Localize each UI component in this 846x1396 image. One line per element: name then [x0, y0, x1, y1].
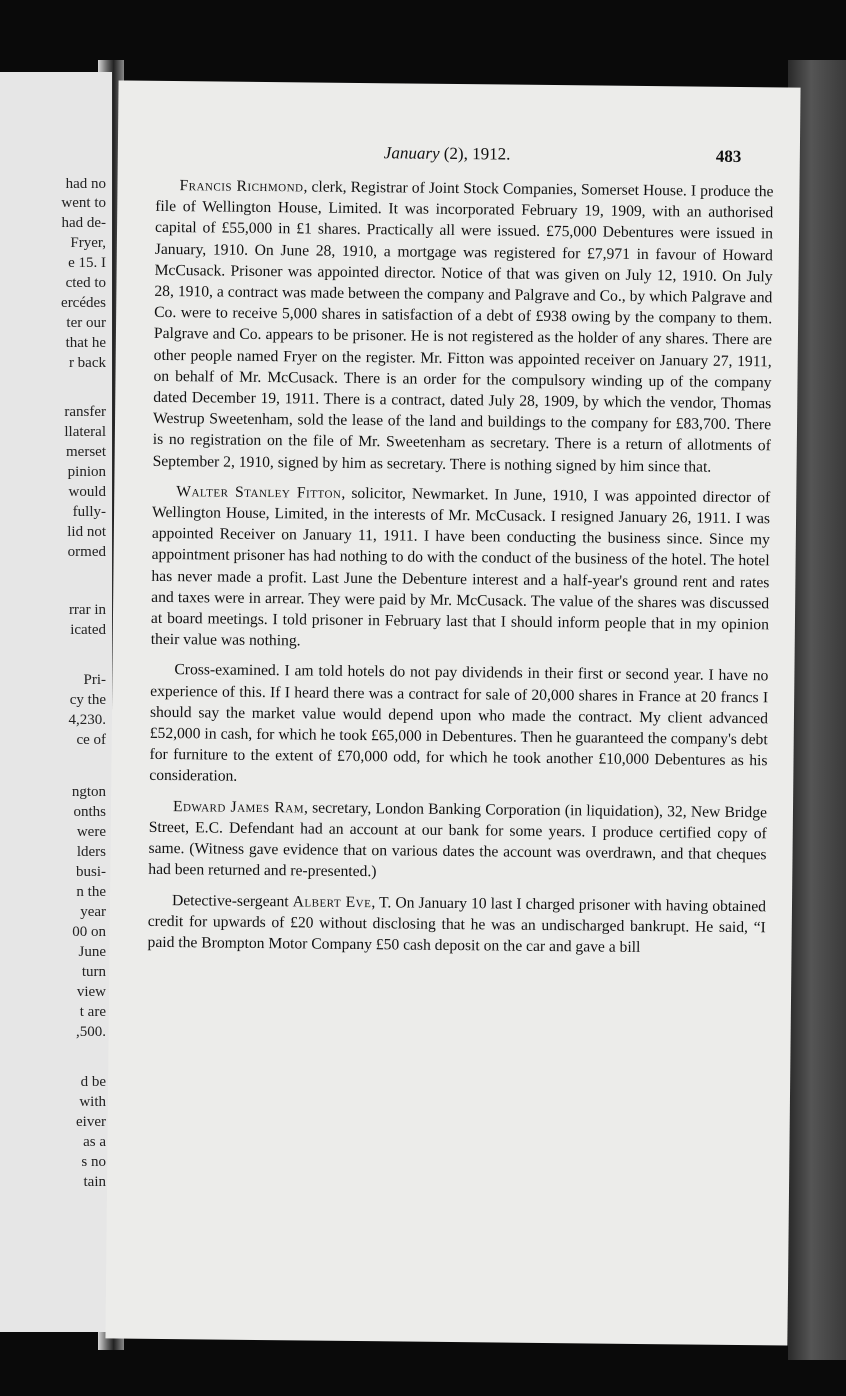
- left-page-fragment: June: [78, 944, 106, 960]
- left-page-fragment: year: [80, 904, 106, 920]
- left-page-fragment: had de-: [61, 215, 106, 231]
- left-page-fragment: busi-: [76, 864, 106, 880]
- left-page-fragment: that he: [65, 335, 106, 351]
- left-page-fragment: s no: [81, 1154, 106, 1170]
- left-page-fragment: ransfer: [64, 404, 106, 420]
- cross-examination: Cross-examined. I am told hotels do not pay dividends in their first or second year. I have no experience of this. If I heard there was a contract for sale of 20,000 shares in France at 20 francs I should say the market value would depend upon who made the contract. My client advanced £52,000 in cash, for which he took £65,000 in Debentures. Then he guaranteed the company's debt for furniture to the extent of £70,000 odd, for which he took another £10,000 Debentures as his consideration.: [149, 661, 769, 786]
- witness-name: Francis Richmond: [179, 177, 304, 196]
- left-page-fragment: r back: [68, 355, 106, 371]
- left-page-fragment: view: [76, 984, 106, 1000]
- left-page-fragment: n the: [76, 884, 106, 900]
- left-page-fragment: ormed: [67, 544, 106, 560]
- page-header: [118, 140, 800, 171]
- left-page-fragment: cy the: [69, 692, 106, 708]
- left-page-fragment: lders: [76, 844, 106, 860]
- page-body: [147, 175, 773, 969]
- left-page-fragment: t are: [79, 1004, 106, 1020]
- left-page-fragment: ercédes: [61, 295, 106, 311]
- left-page-fragment: went to: [61, 195, 106, 211]
- testimony-fitton: Walter Stanley Fitton, solicitor, Newmarket. In June, 1910, I was appointed director of Wellington House, Limited, in the interests of Mr. McCusack. I resigned January 26, 1911. I was appointed Receiver on January 11, 1911. I have been conducting the business since. Since my appointment prisoner has had nothing to do with the conduct of the business of the hotel. The hotel has never made a profit. Last June the Debenture interest and a half-year's ground rent and rates and taxes were in arrear. They were paid by Mr. McCusack. The value of the shares was discussed at board meetings. I told prisoner in February last that I should inform people that in my opinion their value was nothing.: [150, 482, 771, 650]
- left-page-fragment: 4,230.: [68, 712, 106, 728]
- left-page-edge: [0, 72, 112, 1332]
- book-page: [105, 80, 800, 1345]
- left-page-fragment: ,500.: [76, 1024, 106, 1040]
- left-page-fragment: as a: [83, 1134, 106, 1150]
- witness-name: Edward James Ram: [172, 797, 305, 817]
- left-page-fragment: rrar in: [68, 602, 106, 618]
- testimony-ram: Edward James Ram, secretary, London Banking Corporation (in liquidation), 32, New Bridge Street, E.C. Defendant had an account at our bank for some years. I produce certified copy of same. (Witness gave evidence that on various dates the account was overdrawn, and that cheques had been returned and re-presented.): [148, 797, 768, 881]
- left-page-fragment: tain: [83, 1174, 106, 1190]
- left-page-fragment: were: [76, 824, 106, 840]
- left-page-fragment: fully-: [72, 504, 106, 520]
- left-page-fragment: turn: [81, 964, 106, 980]
- left-page-fragment: ce of: [76, 732, 106, 748]
- left-page-fragment: would: [68, 484, 106, 500]
- left-page-fragment: onths: [73, 804, 106, 820]
- left-page-fragment: had no: [65, 176, 106, 192]
- left-page-fragment: 00 on: [72, 924, 106, 940]
- witness-name: Albert Eve: [292, 892, 372, 911]
- left-page-fragment: cted to: [65, 275, 106, 291]
- left-page-fragment: pinion: [67, 464, 106, 480]
- left-page-fragment: Fryer,: [70, 235, 106, 251]
- left-page-fragment: ngton: [71, 784, 106, 800]
- left-page-fragment: ter our: [66, 315, 106, 331]
- left-page-fragment: e 15. I: [68, 255, 106, 271]
- left-page-fragment: merset: [66, 444, 106, 460]
- page-number: 483: [715, 146, 742, 166]
- left-page-fragment: lid not: [67, 524, 106, 540]
- running-head: January (2), 1912.: [383, 143, 511, 164]
- testimony-richmond: Francis Richmond, clerk, Registrar of Joint Stock Companies, Somerset House. I produce the file of Wellington House, Limited. It was incorporated February 19, 1909, with an authorised capital of £55,000 in £1 shares. Practically all were issued. £75,000 Debentures were issued in January, 1910. On June 28, 1910, a mortgage was registered for £7,971 in favour of Howard McCusack. Prisoner was appointed director. Notice of that was given on July 12, 1910. On July 28, 1910, a contract was made between the company and Palgrave and Co., by which Palgrave and Co. were to receive 5,000 shares in satisfaction of a debt of £938 owing by the company to them. Palgrave and Co. appears to be prisoner. He is not registered as the holder of any shares. There are other people named Fryer on the register. Mr. Fitton was appointed receiver on January 27, 1911, on behalf of Mr. McCusack. There is an order for the compulsory winding up of the company dated December 19, 1911. There is a contract, dated July 28, 1909, by which the vendor, Thomas Westrup Sweetenham, sold the lease of the land and buildings to the company for £83,700. There is no registration on the file of Mr. Sweetenham as secretary. There is a return of allotments of September 2, 1910, signed by him as secretary. There is nothing signed by him since that.: [152, 177, 774, 476]
- testimony-eve: Detective-sergeant Albert Eve, T. On January 10 last I charged prisoner with having obtained credit for upwards of £20 without disclosing that he was an undischarged bankrupt. He said, “I paid the Brompton Motor Company £50 cash deposit on the car and gave a bill: [147, 891, 767, 956]
- left-page-fragment: eiver: [76, 1114, 106, 1130]
- left-page-fragment: with: [79, 1094, 106, 1110]
- left-page-fragment: llateral: [64, 424, 106, 440]
- left-page-fragment: Pri-: [83, 672, 106, 688]
- witness-name: Walter Stanley Fitton: [176, 482, 342, 502]
- left-page-fragment: icated: [70, 622, 106, 638]
- left-page-fragment: d be: [80, 1074, 106, 1090]
